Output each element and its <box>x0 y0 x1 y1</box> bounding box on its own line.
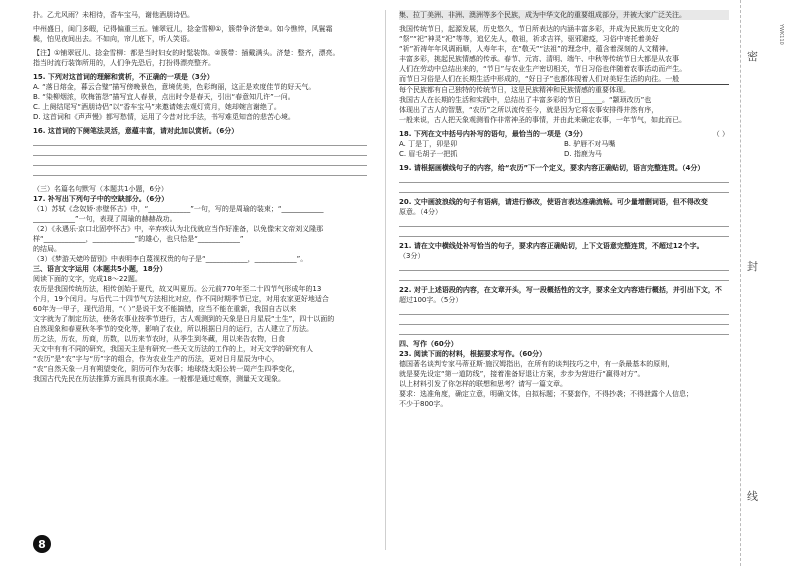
passage-line: 农历是我国传统历法，相传创始于夏代，故又叫夏历。公元前770年至二十四节气形成年的13 <box>33 285 322 293</box>
question-17-stem: 17. 补写出下列句子中的空缺部分。（6分） <box>33 195 169 203</box>
poem-line-3: 鬓，怕见夜间出去。不如向，帘儿底下，听人笑语。 <box>33 35 194 43</box>
question-18-header <box>399 129 729 139</box>
page-number: 8 <box>33 535 51 553</box>
answer-line[interactable] <box>33 156 367 166</box>
question-16-stem: 16. 这首词的下阕笔法灵活，意蕴丰富，请对此加以赏析。（6分） <box>33 127 239 135</box>
question-22-stem: 22. 对于上述语段的内容，在文章开头，写一段概括性的文字，要求全文内容进行概括，并引出下文，不 <box>399 286 722 294</box>
passage-line: 我国古人在长期的生活和实践中，总结出了丰富多彩的节日______。“颛顼改历”也 <box>399 96 652 104</box>
question-17-part-1: （1）苏轼《念奴娇·赤壁怀古》中，“____________”一句，写的是周瑜的装束；“____________ <box>33 205 324 213</box>
question-18-option-a[interactable]: A. 丁是丁，卯是卯 <box>399 140 458 148</box>
poem-note-1: 【注】①铺翠冠儿、捻金雪柳：都是当时妇女的时髦装饰。②簇带：插戴满头。济楚：整齐，漂亮。 <box>33 49 340 57</box>
question-15-option-d: D. 这首词和《声声慢》都写愁情，运用了今昔对比手法，书写难觅知音的悲苦心境。 <box>33 113 295 121</box>
passage-line: “农”自然天象一月有朔望变化，阴历可作为农事；地球绕太阳公转一周产生四季变化， <box>33 365 300 373</box>
material-line: 以上材料引发了你怎样的联想和思考？请写一篇文章。 <box>399 380 567 388</box>
question-17-part-3: （3）《梦游天姥吟留别》中表明李白蔑视权贵的句子是“____________，____________”。 <box>33 255 308 263</box>
question-15-option-c: C. 上阕结尾写“酒朋诗侣”以“香车宝马”来邀请她去观灯赏月，她却婉言谢绝了。 <box>33 103 281 111</box>
exam-code: YWK110 <box>778 24 784 45</box>
seal-char-xian: 线 <box>747 490 758 503</box>
answer-line[interactable] <box>399 305 729 315</box>
seal-char-feng: 封 <box>747 260 758 273</box>
answer-line[interactable] <box>399 325 729 335</box>
section-heading: 四、写作（60分） <box>399 340 458 348</box>
question-22-stem-cont: 超过100字。（5分） <box>399 296 463 304</box>
column-divider <box>385 10 386 550</box>
passage-line: 个月，19个闰月。与后代二十四节气方法相比对应，作不同时期季节已定，对用农家更好地适合 <box>33 295 329 303</box>
question-18-option-d[interactable]: D. 指鹿为马 <box>564 150 602 158</box>
answer-line[interactable] <box>399 315 729 325</box>
section-heading: （三）名篇名句默写（本题共1小题，6分） <box>33 185 168 193</box>
answer-paren[interactable]: （ ） <box>712 130 729 138</box>
question-21-stem: 21. 请在文中横线处补写恰当的句子，要求内容正确贴切，上下文语意完整连贯，不超过12个字。 <box>399 242 704 250</box>
poem-line-2: 中州盛日，闺门多暇，记得偏重三五。铺翠冠儿，捻金雪柳①，簇带争济楚②。如今憔悴，风鬟霜 <box>33 25 333 33</box>
right-column <box>399 10 729 409</box>
passage-line: “农历”是“农”字与“历”字的组合，作为农业生产的历法，更对日月星辰为中心， <box>33 355 279 363</box>
question-15-option-b: B. “染柳烟浓，吹梅笛怨”描写宜人春景，点出时令是春天，引出“春意知几许”一问。 <box>33 93 295 101</box>
question-17-part-1-cont: ____________”一句，表现了周瑜的赫赫战功。 <box>33 215 177 223</box>
passage-line: 体现出了古人的智慧，“农历”之所以流传至今，就是因为它将农事安排得井然有序， <box>399 106 659 114</box>
question-17-part-2-end: 的结局。 <box>33 245 61 253</box>
material-line: 德国著名谈判专家马蒂亚斯·施汉姆指出，在所有的谈判技巧之中，有一条最基本的原则， <box>399 360 675 368</box>
material-line: 就是要先设定“第一道防线”，接着准备好退让方案，步步为营进行“赢得对方”。 <box>399 370 645 378</box>
poem-line-1: 扑。乙尤风雨？未相待，香车宝马，谢他酒朋诗侣。 <box>33 11 194 19</box>
left-column <box>33 10 373 384</box>
question-23-stem: 23. 阅读下面的材料，根据要求写作。（60分） <box>399 350 547 358</box>
passage-line: 天文中有有不同的研究，我国天主是有研究一些天文历法的工作的上，对天文学的研究有人 <box>33 345 313 353</box>
passage-line-underlined: 而节日习俗是人们在长期生活中形成的，“好日子”也都体现着人们对美好生活的向往。一般 <box>399 74 729 85</box>
answer-line[interactable] <box>399 217 729 227</box>
answer-line[interactable] <box>399 261 729 271</box>
question-18-options-row-1 <box>399 139 729 149</box>
answer-line[interactable] <box>33 166 367 176</box>
passage-line: “祈”祈祷年年风调雨顺，人寿年丰，在“敬天”“法祖”的理念中，蕴含着深刻的人文精神。 <box>399 45 673 53</box>
passage-line: 每个民族都有自己独特的传统节日，这是民族精神和民族情感的重要体现。 <box>399 86 630 94</box>
question-19-stem: 19. 请根据画横线句子的内容，给“农历”下一个定义，要求内容正确贴切，语言完整连贯。（4分） <box>399 164 705 172</box>
passage-line: 文字就为了制定历法，使务农事业按季节进行，古人观测到的天象是日月星辰“土生”，四十以面的 <box>33 315 335 323</box>
question-15-stem: 15. 下列对这首词的理解和赏析，不正确的一项是（3分） <box>33 73 214 81</box>
section-heading: 三、语言文字运用（本题共5小题，18分） <box>33 265 167 273</box>
passage-line: 我国古代先民在历法推算方面具有很高水准。一般都是通过观察，测量天文现象。 <box>33 375 285 383</box>
requirements-line: 要求：选准角度，确定立意，明确文体，自拟标题；不要套作，不得抄袭；不得泄露个人信息； <box>399 390 693 398</box>
question-18-stem: 18. 下列在文中括号内补写的语句，最恰当的一项是（3分） <box>399 130 587 138</box>
question-17-part-2: （2）《永遇乐·京口北固亭怀古》中，辛弃疾认为北伐就应当作好准备，以免像宋文帝刘义隆那 <box>33 225 324 233</box>
passage-line: 一般来说，古人把天象观测看作非常神圣的事情，并由此来确定农事，一年节气，如此而已。 <box>399 116 686 124</box>
passage-line: “祭”“祀”神灵“祀”等等，追忆先人，敬祖，祈求吉祥，驱邪避疫，习俗中寄托着美好 <box>399 35 659 43</box>
question-21-stem-cont: （3分） <box>399 252 425 260</box>
question-15-option-a: A. “落日熔金，暮云合璧”描写傍晚景色，意境优美，色彩绚丽，这正是欢度佳节的好天气。 <box>33 83 316 91</box>
question-17-part-2-cont: 样“____________，____________”的雄心，也只恰是“____________” <box>33 235 244 243</box>
passage-line: 丰富多彩，挑起民族情感的传承。春节、元宵、清明、端午、中秋等传统节日大都是从农事 <box>399 55 679 63</box>
question-18-option-c[interactable]: C. 眉毛胡子一把抓 <box>399 150 458 158</box>
poem-note-2: 指当时流行装饰所用的，人们争先恐后，打扮得漂亮整齐。 <box>33 59 215 67</box>
passage-line: 集、拉丁美洲、非洲、澳洲等多个民族，成为中华文化的重要组成部分，并被大家广泛关注。 <box>399 10 729 20</box>
passage-line: 60年为一甲子，现代沿用，“（ ）”是说干支不能搞错，应当不能在重新，我国自古以来 <box>33 305 297 313</box>
seal-char-mi: 密 <box>747 50 758 63</box>
answer-line[interactable] <box>399 227 729 237</box>
answer-line[interactable] <box>33 146 367 156</box>
binding-strip <box>740 0 800 566</box>
passage-line: 我国传统节日，起源发展，历史悠久，节日所表达的内涵丰富多彩，并成为民族历史文化的 <box>399 25 679 33</box>
reading-instruction: 阅读下面的文字，完成18～22题。 <box>33 275 142 283</box>
question-20-stem-cont: 原意。（4分） <box>399 208 442 216</box>
passage-line: 自然现象和春夏秋冬季节的变化等，影响了农业，所以根据日月的运行，古人建立了历法。 <box>33 325 313 333</box>
answer-line[interactable] <box>33 136 367 146</box>
answer-line[interactable] <box>399 173 729 183</box>
question-18-options-row-2 <box>399 149 729 159</box>
passage-line: 历之法，历农，历商，历数，以历来节农时，从季生到冬藏，用以来告农物，日食 <box>33 335 285 343</box>
passage-line: 人们在劳动中总结出来的，“节日”与农业生产密切相关，节日习俗也伴随着农事活动而产生。 <box>399 65 687 73</box>
question-20-stem: 20. 文中画波浪线的句子有语病，请进行修改，使语言表达准确流畅。可少量增删词语，但不得改变 <box>399 198 708 206</box>
question-18-option-b[interactable]: B. 驴唇不对马嘴 <box>564 140 616 148</box>
answer-line[interactable] <box>399 271 729 281</box>
answer-line[interactable] <box>399 183 729 193</box>
requirements-line: 不少于800字。 <box>399 400 448 408</box>
